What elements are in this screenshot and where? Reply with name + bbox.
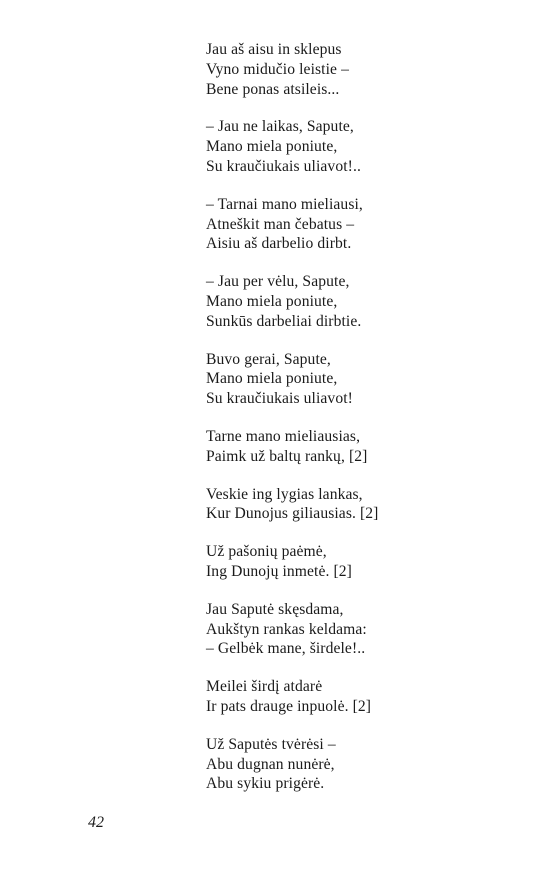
poem-line: Su kraučiukais uliavot! (206, 390, 353, 408)
poem-line: Veskie ing lygias lankas, (206, 485, 363, 503)
poem-line: – Tarnai mano mieliausi, (206, 195, 363, 213)
stanza-6 (206, 427, 526, 467)
stanza-11 (206, 735, 526, 794)
stanza-5 (206, 350, 526, 409)
poem-line: Tarne mano mieliausias, (206, 427, 361, 445)
poem-line: Už pašonių paėmė, (206, 543, 327, 561)
stanza-9 (206, 600, 526, 659)
poem-line: Už Saputės tvėrėsi – (206, 735, 336, 753)
poem-line: Kur Dunojus giliausias. [2] (206, 505, 379, 523)
poem-line: Mano miela poniute, (206, 138, 338, 156)
stanza-10 (206, 677, 526, 717)
poem-line: Buvo gerai, Sapute, (206, 350, 331, 368)
stanza-8 (206, 542, 526, 582)
poem-line: – Jau per vėlu, Sapute, (206, 273, 350, 291)
poem-line: Jau aš aisu in sklepus (206, 41, 342, 58)
page-number: 42 (88, 814, 104, 831)
poem-text (206, 40, 526, 812)
poem-line: Abu dugnan nunėrė, (206, 755, 335, 773)
poem-line: Aukštyn rankas keldama: (206, 620, 367, 638)
poem-line: Meilei širdį atdarė (206, 678, 323, 696)
poem-line: Paimk už baltų rankų, [2] (206, 447, 368, 465)
poem-line: Aisiu aš darbelio dirbt. (206, 235, 352, 253)
stanza-4 (206, 272, 526, 331)
poem-line: Jau Saputė skęsdama, (206, 600, 344, 618)
poem-line: Sunkūs darbeliai dirbtie. (206, 312, 362, 330)
poem-line: – Gelbėk mane, širdele!.. (206, 640, 366, 658)
poem-line: Vyno midučio leistie – (206, 60, 349, 78)
poem-line: Ing Dunojų inmetė. [2] (206, 562, 352, 580)
poem-line: Ir pats drauge inpuolė. [2] (206, 697, 372, 715)
poem-line: Su kraučiukais uliavot!.. (206, 157, 361, 175)
poem-line: Mano miela poniute, (206, 292, 338, 310)
poem-line: Bene ponas atsileis... (206, 80, 340, 98)
stanza-7 (206, 485, 526, 525)
poem-line: Atneškit man čebatus – (206, 215, 355, 233)
stanza-1 (206, 40, 526, 99)
stanza-2 (206, 117, 526, 176)
stanza-3 (206, 195, 526, 254)
poem-line: Abu sykiu prigėrė. (206, 775, 325, 793)
poem-line: Mano miela poniute, (206, 370, 338, 388)
poem-line: – Jau ne laikas, Sapute, (206, 118, 354, 136)
